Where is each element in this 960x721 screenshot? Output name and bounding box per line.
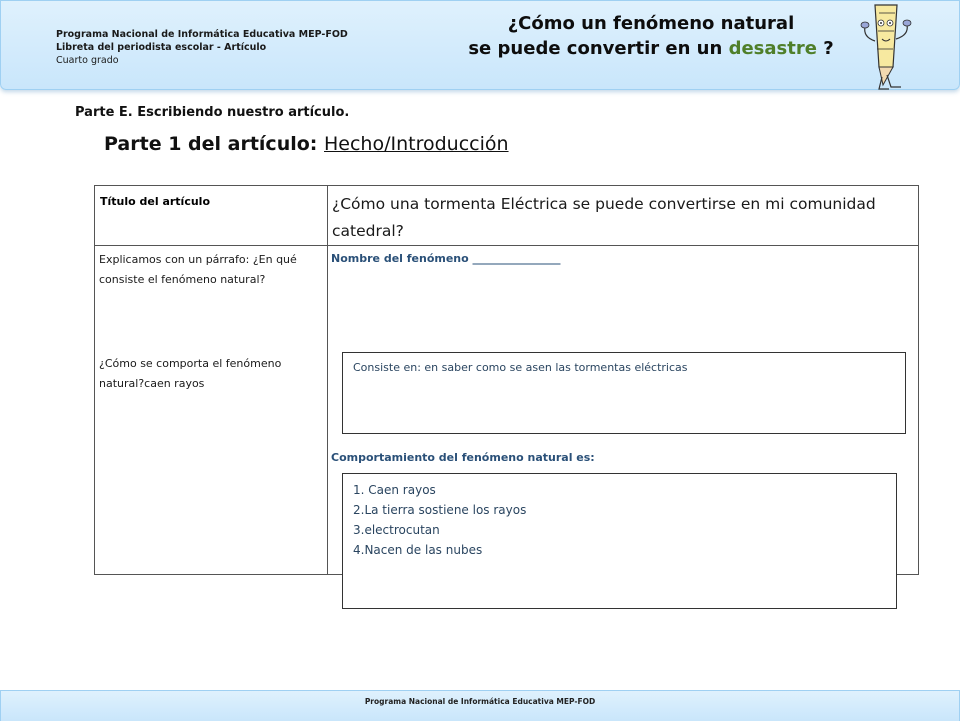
- header-title-line2-start: se puede convertir en un: [468, 38, 729, 59]
- table-row: [95, 246, 919, 575]
- behavior-box[interactable]: [342, 473, 897, 609]
- header-title-line2-end: ?: [816, 38, 834, 59]
- part-heading-topic: Hecho/Introducción: [324, 133, 509, 155]
- questions-text: [95, 246, 327, 394]
- list-item[interactable]: 1. Caen rayos: [353, 483, 436, 497]
- answers-cell: [328, 246, 919, 575]
- title-label-cell: [95, 186, 328, 246]
- program-info: [56, 28, 348, 67]
- header-title-line1: ¿Cómo un fenómeno natural: [507, 13, 795, 34]
- behavior-label: Comportamiento del fenómeno natural es:: [331, 451, 595, 464]
- grade-level: Cuarto grado: [56, 55, 119, 66]
- table-row: [95, 186, 919, 246]
- consists-text[interactable]: Consiste en: en saber como se asen las tormentas eléctricas: [353, 361, 688, 374]
- list-item[interactable]: 4.Nacen de las nubes: [353, 543, 483, 557]
- question-what-is: Explicamos con un párrafo: ¿En qué consiste el fenómeno natural?: [99, 253, 297, 286]
- part-heading-lead: Parte 1 del artículo:: [104, 133, 324, 155]
- part-heading: [104, 133, 509, 155]
- header-band: [0, 0, 960, 90]
- header-title-line2: [431, 36, 871, 61]
- footer-text: Programa Nacional de Informática Educativa MEP-FOD: [364, 697, 596, 706]
- article-title-text[interactable]: ¿Cómo una tormenta Eléctrica se puede convertirse en mi comunidad catedral?: [332, 195, 876, 240]
- title-label: Título del artículo: [100, 195, 211, 208]
- list-item[interactable]: 3.electrocutan: [353, 523, 440, 537]
- behavior-list: [343, 474, 896, 560]
- header-title: [431, 11, 871, 61]
- questions-cell: [95, 246, 328, 575]
- article-table: [94, 185, 919, 575]
- title-value-cell[interactable]: [328, 186, 919, 246]
- phenomenon-name-label[interactable]: Nombre del fenómeno ________________: [331, 252, 561, 265]
- footer-band: [0, 690, 960, 721]
- section-heading: Parte E. Escribiendo nuestro artículo.: [75, 105, 350, 120]
- question-behavior[interactable]: ¿Cómo se comporta el fenómeno natural?caen rayos: [99, 357, 282, 390]
- list-item[interactable]: 2.La tierra sostiene los rayos: [353, 503, 527, 517]
- program-name: Programa Nacional de Informática Educativa MEP-FOD: [56, 29, 348, 40]
- pencil-character-icon: [853, 1, 923, 93]
- consists-box[interactable]: [342, 352, 906, 434]
- notebook-name: Libreta del periodista escolar - Artículo: [56, 42, 267, 53]
- header-title-accent-word: desastre: [728, 38, 817, 59]
